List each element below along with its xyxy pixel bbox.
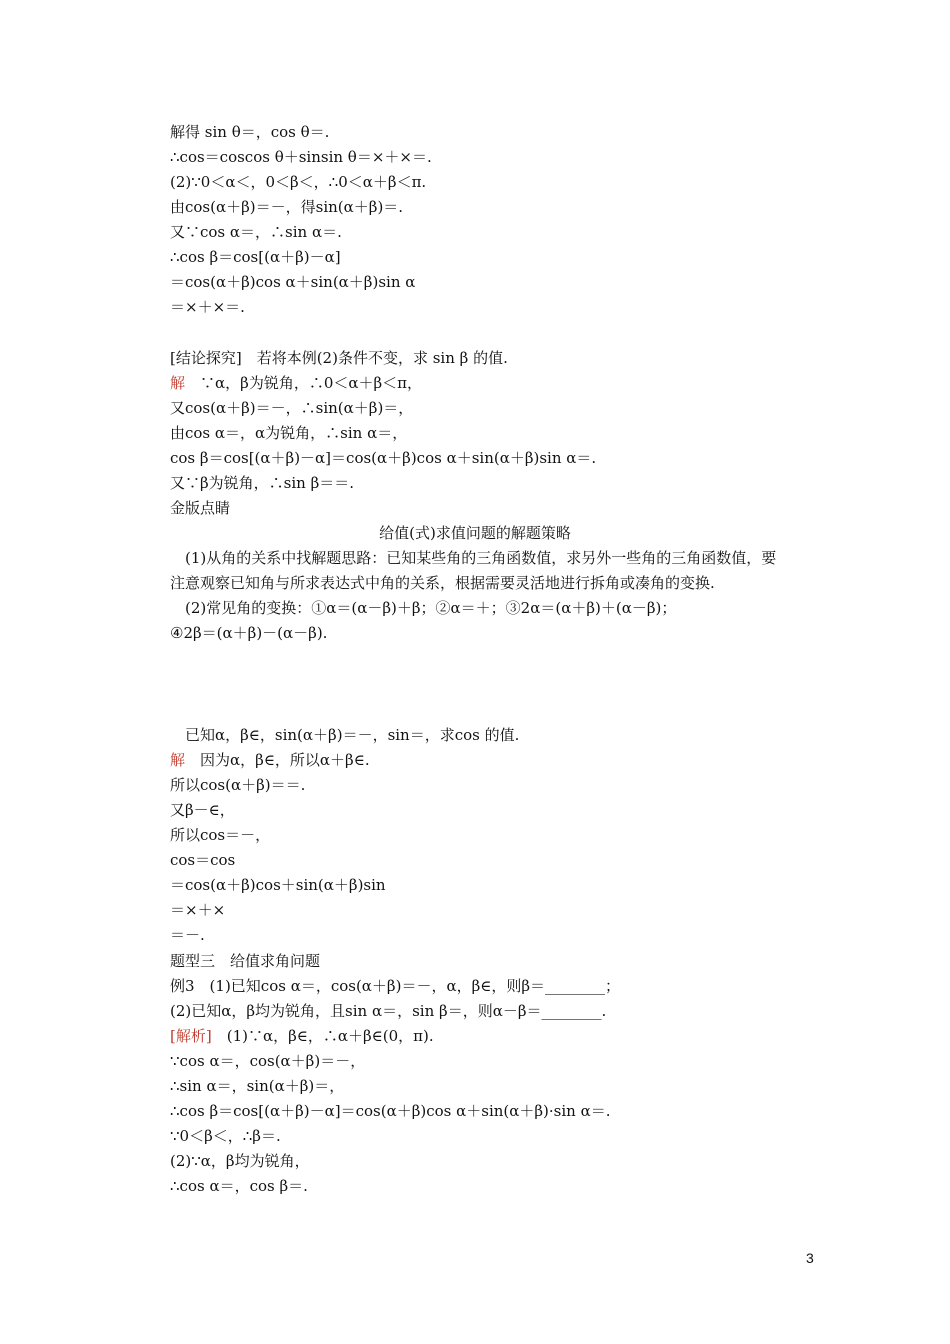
practice-question: 已知α，β∈，sin(α＋β)＝－，sin＝，求cos 的值. (170, 726, 520, 744)
text-line: (2)常见角的变换：①α＝(α－β)＋β；②α＝＋；③2α＝(α＋β)＋(α－β)； (170, 599, 677, 617)
text-line: cos＝cos (170, 851, 236, 869)
text-line: ④2β＝(α＋β)－(α－β). (170, 624, 328, 642)
practice-solution-line (170, 750, 370, 770)
solution-text: 因为α，β∈，所以α＋β∈. (185, 751, 370, 769)
text-line: 由cos α＝，α为锐角，∴sin α＝， (170, 424, 408, 442)
example-question: (2)已知α，β均为锐角，且sin α＝，sin β＝，则α－β＝________. (170, 1002, 607, 1020)
text-line: 所以cos＝－， (170, 826, 271, 844)
text-line: 又∵β为锐角，∴sin β＝＝. (170, 474, 355, 492)
section-title: 题型三 给值求角问题 (170, 952, 321, 970)
conclusion-heading: [结论探究] 若将本例(2)条件不变，求 sin β 的值. (170, 349, 508, 367)
text-line: ＝×＋× (170, 901, 226, 919)
analysis-tag: [解析] (170, 1027, 212, 1045)
text-line: ＝－. (170, 926, 205, 944)
text-line: cos β＝cos[(α＋β)－α]＝cos(α＋β)cos α＋sin(α＋β)sin α＝. (170, 449, 597, 467)
text-line: 所以cos(α＋β)＝＝. (170, 776, 306, 794)
page-number: 3 (806, 1250, 814, 1266)
text-line: 注意观察已知角与所求表达式中角的关系，根据需要灵活地进行拆角或凑角的变换. (170, 574, 715, 592)
text-line: ∴sin α＝，sin(α＋β)＝， (170, 1077, 345, 1095)
strategy-heading: 给值(式)求值问题的解题策略 (379, 524, 571, 542)
text-line: 解得 sin θ＝，cos θ＝. (170, 123, 330, 141)
text-line: ＝×＋×＝. (170, 298, 245, 316)
text-line: (1)从角的关系中找解题思路：已知某些角的三角函数值，求另外一些角的三角函数值，要 (170, 549, 777, 567)
text-line: ∴cos＝coscos θ＋sinsin θ＝×＋×＝. (170, 148, 432, 166)
analysis-text: (1)∵α，β∈，∴α＋β∈(0，π). (211, 1027, 434, 1045)
tip-title: 金版点睛 (170, 499, 231, 517)
text-line: ∴cos β＝cos[(α＋β)－α] (170, 248, 341, 266)
text-line: ∴cos α＝，cos β＝. (170, 1177, 308, 1195)
text-line: ＝cos(α＋β)cos＋sin(α＋β)sin (170, 876, 386, 894)
text-line: ∴cos β＝cos[(α＋β)－α]＝cos(α＋β)cos α＋sin(α＋β)·sin α＝. (170, 1102, 611, 1120)
text-line: (2)∵α，β均为锐角， (170, 1152, 310, 1170)
text-line: 又β－∈， (170, 801, 235, 819)
text-line: 由cos(α＋β)＝－，得sin(α＋β)＝. (170, 198, 404, 216)
text-line: ＝cos(α＋β)cos α＋sin(α＋β)sin α (170, 273, 416, 291)
solution-text: ∵α，β为锐角，∴0＜α＋β＜π， (185, 374, 423, 392)
conclusion-solution-line (170, 373, 422, 393)
text-line: 又∵cos α＝，∴sin α＝. (170, 223, 342, 241)
example-question: 例3 (1)已知cos α＝，cos(α＋β)＝－，α，β∈，则β＝________； (170, 977, 621, 995)
text-line: ∵0＜β＜，∴β＝. (170, 1127, 281, 1145)
solution-tag: 解 (170, 374, 186, 392)
solution-tag: 解 (170, 751, 186, 769)
text-line: (2)∵0＜α＜，0＜β＜，∴0＜α＋β＜π. (170, 173, 427, 191)
text-line: ∵cos α＝，cos(α＋β)＝－， (170, 1052, 366, 1070)
text-line: 又cos(α＋β)＝－，∴sin(α＋β)＝， (170, 399, 414, 417)
analysis-line (170, 1026, 434, 1046)
